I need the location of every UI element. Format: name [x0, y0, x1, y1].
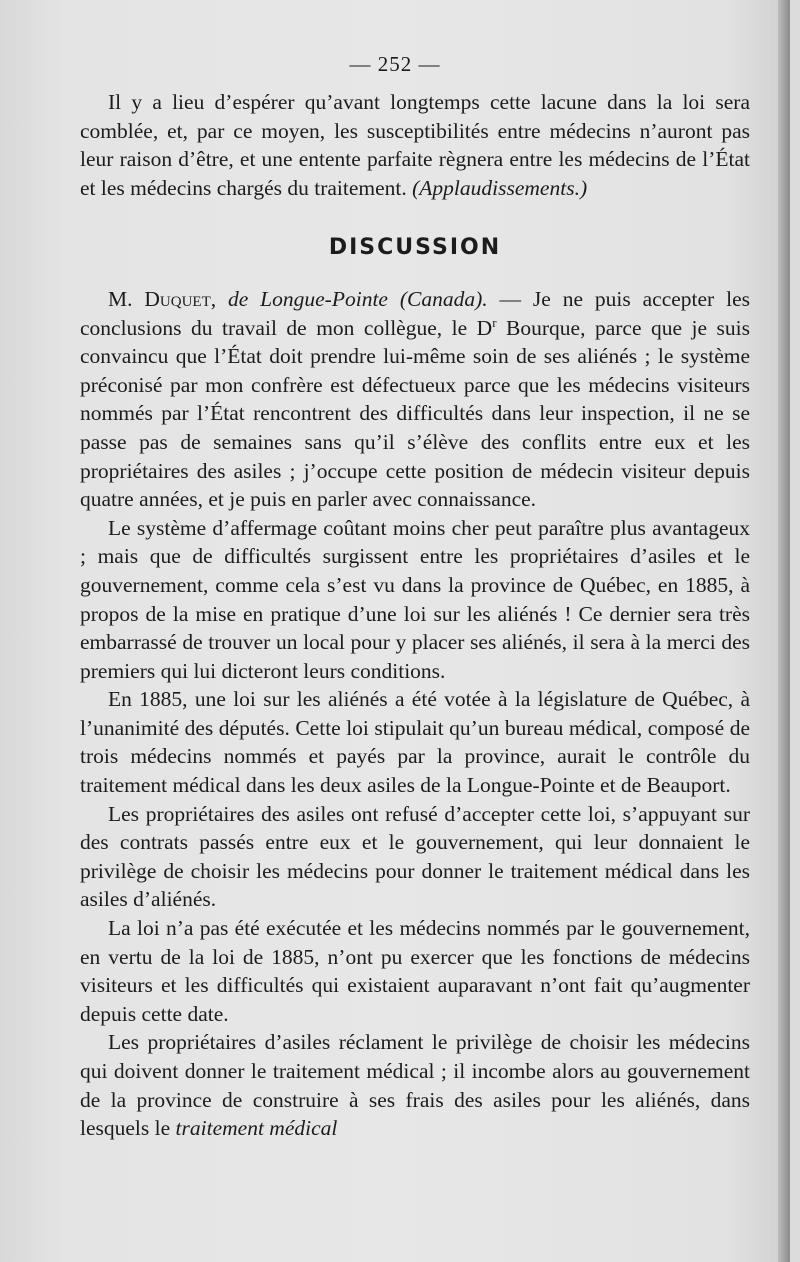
paragraph-duquet-text-b: Bourque, parce que je suis convaincu que l’État doit prendre lui-même soin de ses aliénés ; le système préconisé par mon confrère est défectueux parce que les médecins visiteurs nommés par l’État rencontrent des difficultés dans leur inspection, il ne se passe pas de semaines sans qu’il s’élève des conflits entre eux et les propriétaires des asiles ; j’occupe cette position de médecin visiteur depuis quatre années, et je puis en parler avec connaissance.: [80, 315, 750, 512]
doctor-abbrev-sup: r: [492, 314, 497, 330]
paragraph-loi-1885: En 1885, une loi sur les aliénés a été votée à la législature de Québec, à l’unanimité des députés. Cette loi stipulait qu’un bureau médical, composé de trois médecins nommés et payés par la province, aurait le contrôle du traitement médical dans les deux asiles de la Longue-Pointe et de Beauport.: [80, 687, 750, 798]
applause-note: (Applaudissements.): [412, 175, 588, 200]
page-number: — 252 —: [349, 52, 441, 76]
speaker-name: M. Duquet,: [108, 286, 217, 311]
speaker-place: de Longue-Pointe (Canada).: [228, 286, 488, 311]
paragraph-affermage: Le système d’affermage coûtant moins cher peut paraître plus avantageux ; mais que de difficultés surgissent entre les propriétaires d’asiles et le gouvernement, comme cela s’est vu dans la province de Québec, en 1885, à propos de la mise en pratique d’une loi sur les aliénés ! Ce dernier sera très embarrassé de trouver un local pour y placer ses aliénés, il sera à la merci des premiers qui lui dicteront leurs conditions.: [80, 515, 750, 683]
paragraph-privilege: [80, 1028, 750, 1142]
paragraph-duquet-text-a: — Je ne puis accepter les conclusions du travail de mon collègue, le D: [80, 286, 750, 340]
paragraph-intro-text: Il y a lieu d’espérer qu’avant longtemps cette lacune dans la loi sera comblée, et, par ce moyen, les susceptibilités entre médecins n’auront pas leur raison d’être, et une entente parfaite règnera entre les médecins de l’État et les médecins chargés du traitement.: [80, 90, 750, 200]
body-text: [80, 88, 750, 1143]
paragraph-privilege-text: Les propriétaires d’asiles réclament le privilège de choisir les médecins qui doivent donner le traitement médical ; il incombe alors au gouvernement de la province de construire à ses frais des asiles pour les aliénés, dans lesquels le: [80, 1030, 750, 1141]
paragraph-privilege-emphasis: traitement médical: [175, 1116, 338, 1141]
paragraph-duquet: [80, 285, 750, 514]
page-edge-shadow: [778, 0, 790, 1262]
paragraph-intro: [80, 88, 750, 202]
section-heading: DISCUSSION: [328, 235, 502, 261]
paragraph-loi-non-executee: La loi n’a pas été exécutée et les médecins nommés par le gouvernement, en vertu de la loi de 1885, n’ont pu exercer que les fonctions de médecins visiteurs et les difficultés qui existaient auparavant n’ont fait qu’augmenter depuis cette date.: [80, 916, 750, 1026]
paragraph-proprietaires: Les propriétaires des asiles ont refusé d’accepter cette loi, s’appuyant sur des contrats passés entre eux et le gouvernement, qui leur donnaient le privilège de choisir les médecins pour donner le traitement médical dans les asiles d’aliénés.: [80, 801, 750, 912]
